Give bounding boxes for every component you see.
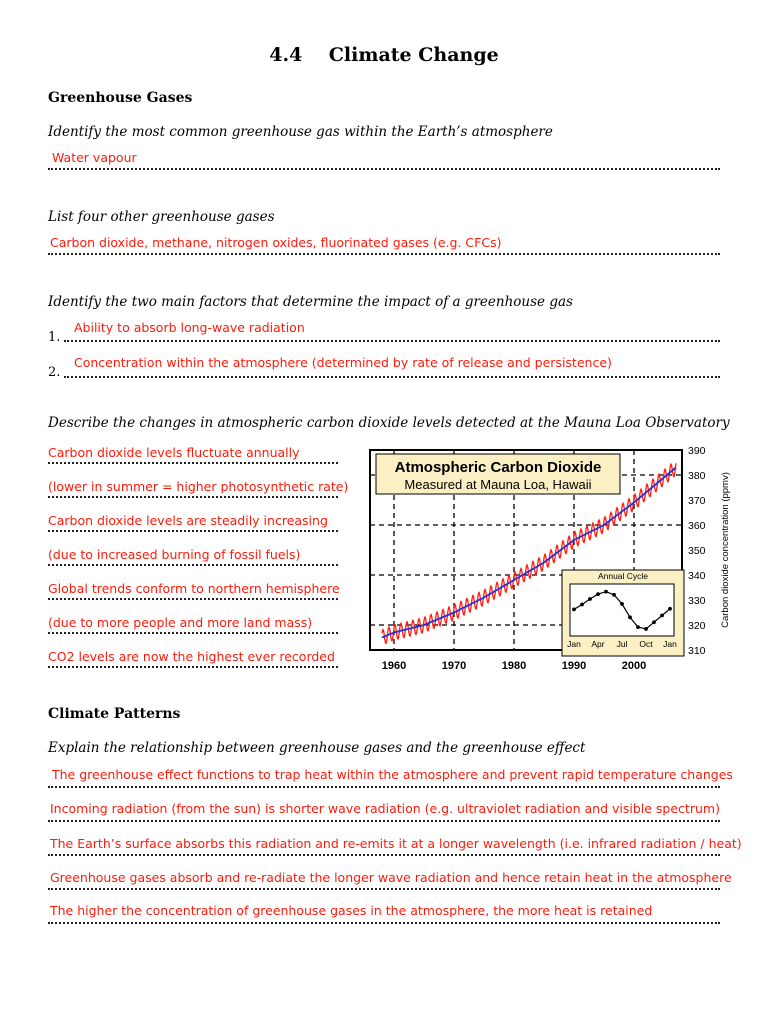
y-tick-label: 340 (688, 570, 706, 582)
greenhouse-answer: The Earth’s surface absorbs this radiation and re-emits it at a longer wavelength (i.e. infrared radiation / heat) (50, 836, 742, 851)
factor-number: 2. (48, 365, 61, 380)
y-tick-label: 390 (688, 445, 706, 457)
inset-title: Annual Cycle (597, 571, 649, 581)
question-most-common-gas: Identify the most common greenhouse gas within the Earth’s atmosphere (48, 124, 553, 140)
mauna-loa-answer: CO2 levels are now the highest ever recorded (48, 649, 335, 664)
section-heading-climate-patterns: Climate Patterns (48, 706, 181, 722)
y-tick-label: 320 (688, 620, 706, 632)
answer-line (48, 253, 720, 255)
answer-line (48, 168, 720, 170)
inset-point (612, 593, 616, 597)
answer-line (48, 786, 720, 788)
inset-plot-area (570, 584, 674, 636)
annual-cycle-inset (562, 570, 684, 656)
question-main-factors: Identify the two main factors that determine the impact of a greenhouse gas (48, 294, 573, 310)
co2-chart (360, 440, 740, 686)
mauna-loa-answer: (lower in summer = higher photosynthetic rate) (48, 479, 349, 494)
chart-y-ticks (688, 445, 706, 657)
answer-line (48, 820, 720, 822)
greenhouse-answer: Incoming radiation (from the sun) is shorter wave radiation (e.g. ultraviolet radiation and visible spectrum) (50, 801, 720, 816)
page-title: 4.4 Climate Change (269, 44, 499, 66)
inset-point (580, 603, 584, 607)
answer-line (48, 922, 720, 924)
inset-point (628, 615, 632, 619)
inset-point (636, 625, 640, 629)
answer-line (64, 340, 720, 342)
answer-line (48, 888, 720, 890)
inset-point (604, 590, 608, 594)
greenhouse-answer: Greenhouse gases absorb and re-radiate the longer wave radiation and hence retain heat in the atmosphere (50, 870, 732, 885)
inset-point (572, 607, 576, 611)
chart-title: Atmospheric Carbon Dioxide (394, 459, 602, 476)
inset-x-tick-label: Jul (616, 639, 628, 649)
inset-point (588, 597, 592, 601)
answer-line (48, 462, 338, 464)
factor-number: 1. (48, 330, 61, 345)
chart-x-ticks (382, 660, 646, 672)
answer-line (48, 854, 720, 856)
answer-line (48, 564, 338, 566)
answer-line (48, 496, 338, 498)
inset-x-tick-label: Jan (663, 639, 677, 649)
x-tick-label: 1970 (441, 660, 467, 672)
mauna-loa-answer: (due to more people and more land mass) (48, 615, 313, 630)
answer-other-gases: Carbon dioxide, methane, nitrogen oxides, fluorinated gases (e.g. CFCs) (50, 235, 502, 250)
mauna-loa-answer: Carbon dioxide levels fluctuate annually (48, 445, 300, 460)
x-tick-label: 2000 (621, 660, 647, 672)
question-greenhouse-effect: Explain the relationship between greenhouse gases and the greenhouse effect (48, 740, 586, 756)
inset-point (620, 602, 624, 606)
y-tick-label: 350 (688, 545, 706, 557)
answer-line (48, 598, 338, 600)
mauna-loa-answer: (due to increased burning of fossil fuels) (48, 547, 301, 562)
y-tick-label: 330 (688, 595, 706, 607)
y-tick-label: 360 (688, 520, 706, 532)
inset-x-tick-label: Oct (639, 639, 653, 649)
answer-line (64, 376, 720, 378)
inset-point (596, 592, 600, 596)
y-tick-label: 370 (688, 495, 706, 507)
inset-point (644, 627, 648, 631)
mauna-loa-answer: Global trends conform to northern hemisphere (48, 581, 340, 596)
factor-answer: Concentration within the atmosphere (determined by rate of release and persistence) (74, 355, 612, 370)
greenhouse-answer: The higher the concentration of greenhouse gases in the atmosphere, the more heat is retained (50, 903, 653, 918)
x-tick-label: 1990 (561, 660, 587, 672)
inset-point (660, 614, 664, 618)
chart-subtitle: Measured at Mauna Loa, Hawaii (404, 477, 592, 492)
answer-line (48, 666, 338, 668)
x-tick-label: 1960 (381, 660, 407, 672)
chart-y-axis-label: Carbon dioxide concentration (ppmv) (720, 472, 731, 628)
question-mauna-loa: Describe the changes in atmospheric carbon dioxide levels detected at the Mauna Loa Observatory (48, 415, 730, 431)
x-tick-label: 1980 (501, 660, 527, 672)
mauna-loa-answer: Carbon dioxide levels are steadily increasing (48, 513, 328, 528)
answer-most-common-gas: Water vapour (52, 150, 137, 165)
inset-x-tick-label: Apr (591, 639, 605, 649)
y-tick-label: 380 (688, 470, 706, 482)
section-heading-greenhouse-gases: Greenhouse Gases (48, 90, 193, 106)
y-tick-label: 310 (688, 645, 706, 657)
factor-answer: Ability to absorb long-wave radiation (74, 320, 305, 335)
answer-line (48, 632, 338, 634)
greenhouse-answer: The greenhouse effect functions to trap heat within the atmosphere and prevent rapid temperature changes (52, 767, 733, 782)
inset-point (652, 620, 656, 624)
answer-line (48, 530, 338, 532)
inset-x-tick-label: Jan (567, 639, 581, 649)
question-other-gases: List four other greenhouse gases (48, 209, 275, 225)
inset-point (668, 607, 672, 611)
